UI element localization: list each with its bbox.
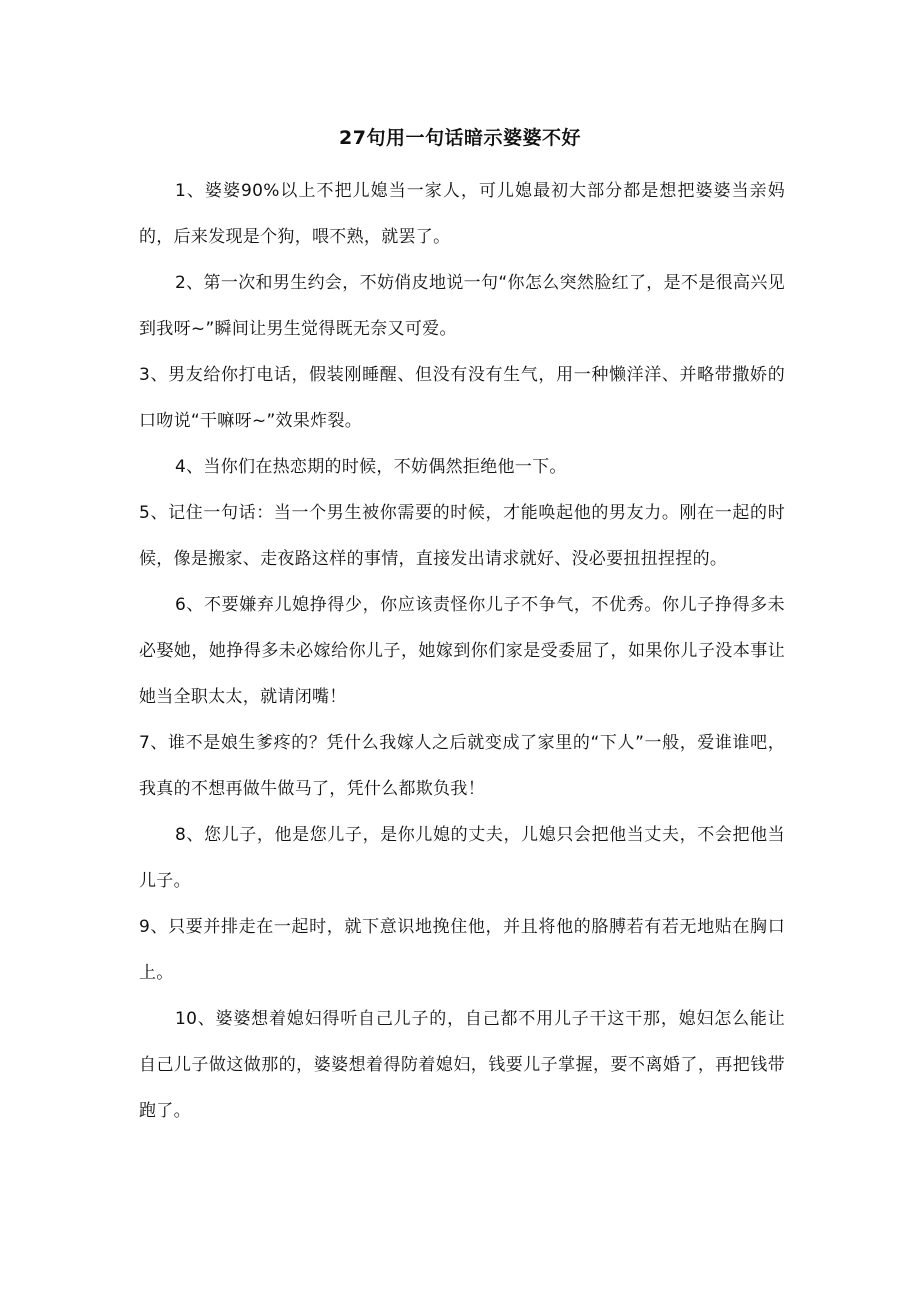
paragraph-3: 3、男友给你打电话，假装刚睡醒、但没有没有生气，用一种懒洋洋、并略带撒娇的口吻说“干嘛呀~”效果炸裂。 [139,365,785,431]
document-body [139,168,785,1134]
paragraph-5: 5、记住一句话：当一个男生被你需要的时候，才能唤起他的男友力。刚在一起的时候，像是搬家、走夜路这样的事情，直接发出请求就好、没必要扭扭捏捏的。 [139,503,785,569]
paragraph-6: 6、不要嫌弃儿媳挣得少，你应该责怪你儿子不争气，不优秀。你儿子挣得多未必娶她，她挣得多未必嫁给你儿子，她嫁到你们家是受委屈了，如果你儿子没本事让她当全职太太，就请闭嘴！ [139,595,785,707]
paragraph-8: 8、您儿子，他是您儿子，是你儿媳的丈夫，儿媳只会把他当丈夫，不会把他当儿子。 [139,825,785,891]
paragraph-2: 2、第一次和男生约会，不妨俏皮地说一句“你怎么突然脸红了，是不是很高兴见到我呀~”瞬间让男生觉得既无奈又可爱。 [139,273,785,339]
paragraph-9: 9、只要并排走在一起时，就下意识地挽住他，并且将他的胳膊若有若无地贴在胸口上。 [139,917,785,983]
paragraph-1: 1、婆婆90%以上不把儿媳当一家人，可儿媳最初大部分都是想把婆婆当亲妈的，后来发现是个狗，喂不熟，就罢了。 [139,181,785,247]
paragraph-7: 7、谁不是娘生爹疼的？凭什么我嫁人之后就变成了家里的“下人”一般，爱谁谁吧，我真的不想再做牛做马了，凭什么都欺负我！ [139,733,785,799]
document-title: 27句用一句话暗示婆婆不好 [339,127,581,149]
paragraph-10: 10、婆婆想着媳妇得听自己儿子的，自己都不用儿子干这干那，媳妇怎么能让自己儿子做这做那的，婆婆想着得防着媳妇，钱要儿子掌握，要不离婚了，再把钱带跑了。 [139,1009,785,1121]
paragraph-4: 4、当你们在热恋期的时候，不妨偶然拒绝他一下。 [175,457,567,477]
